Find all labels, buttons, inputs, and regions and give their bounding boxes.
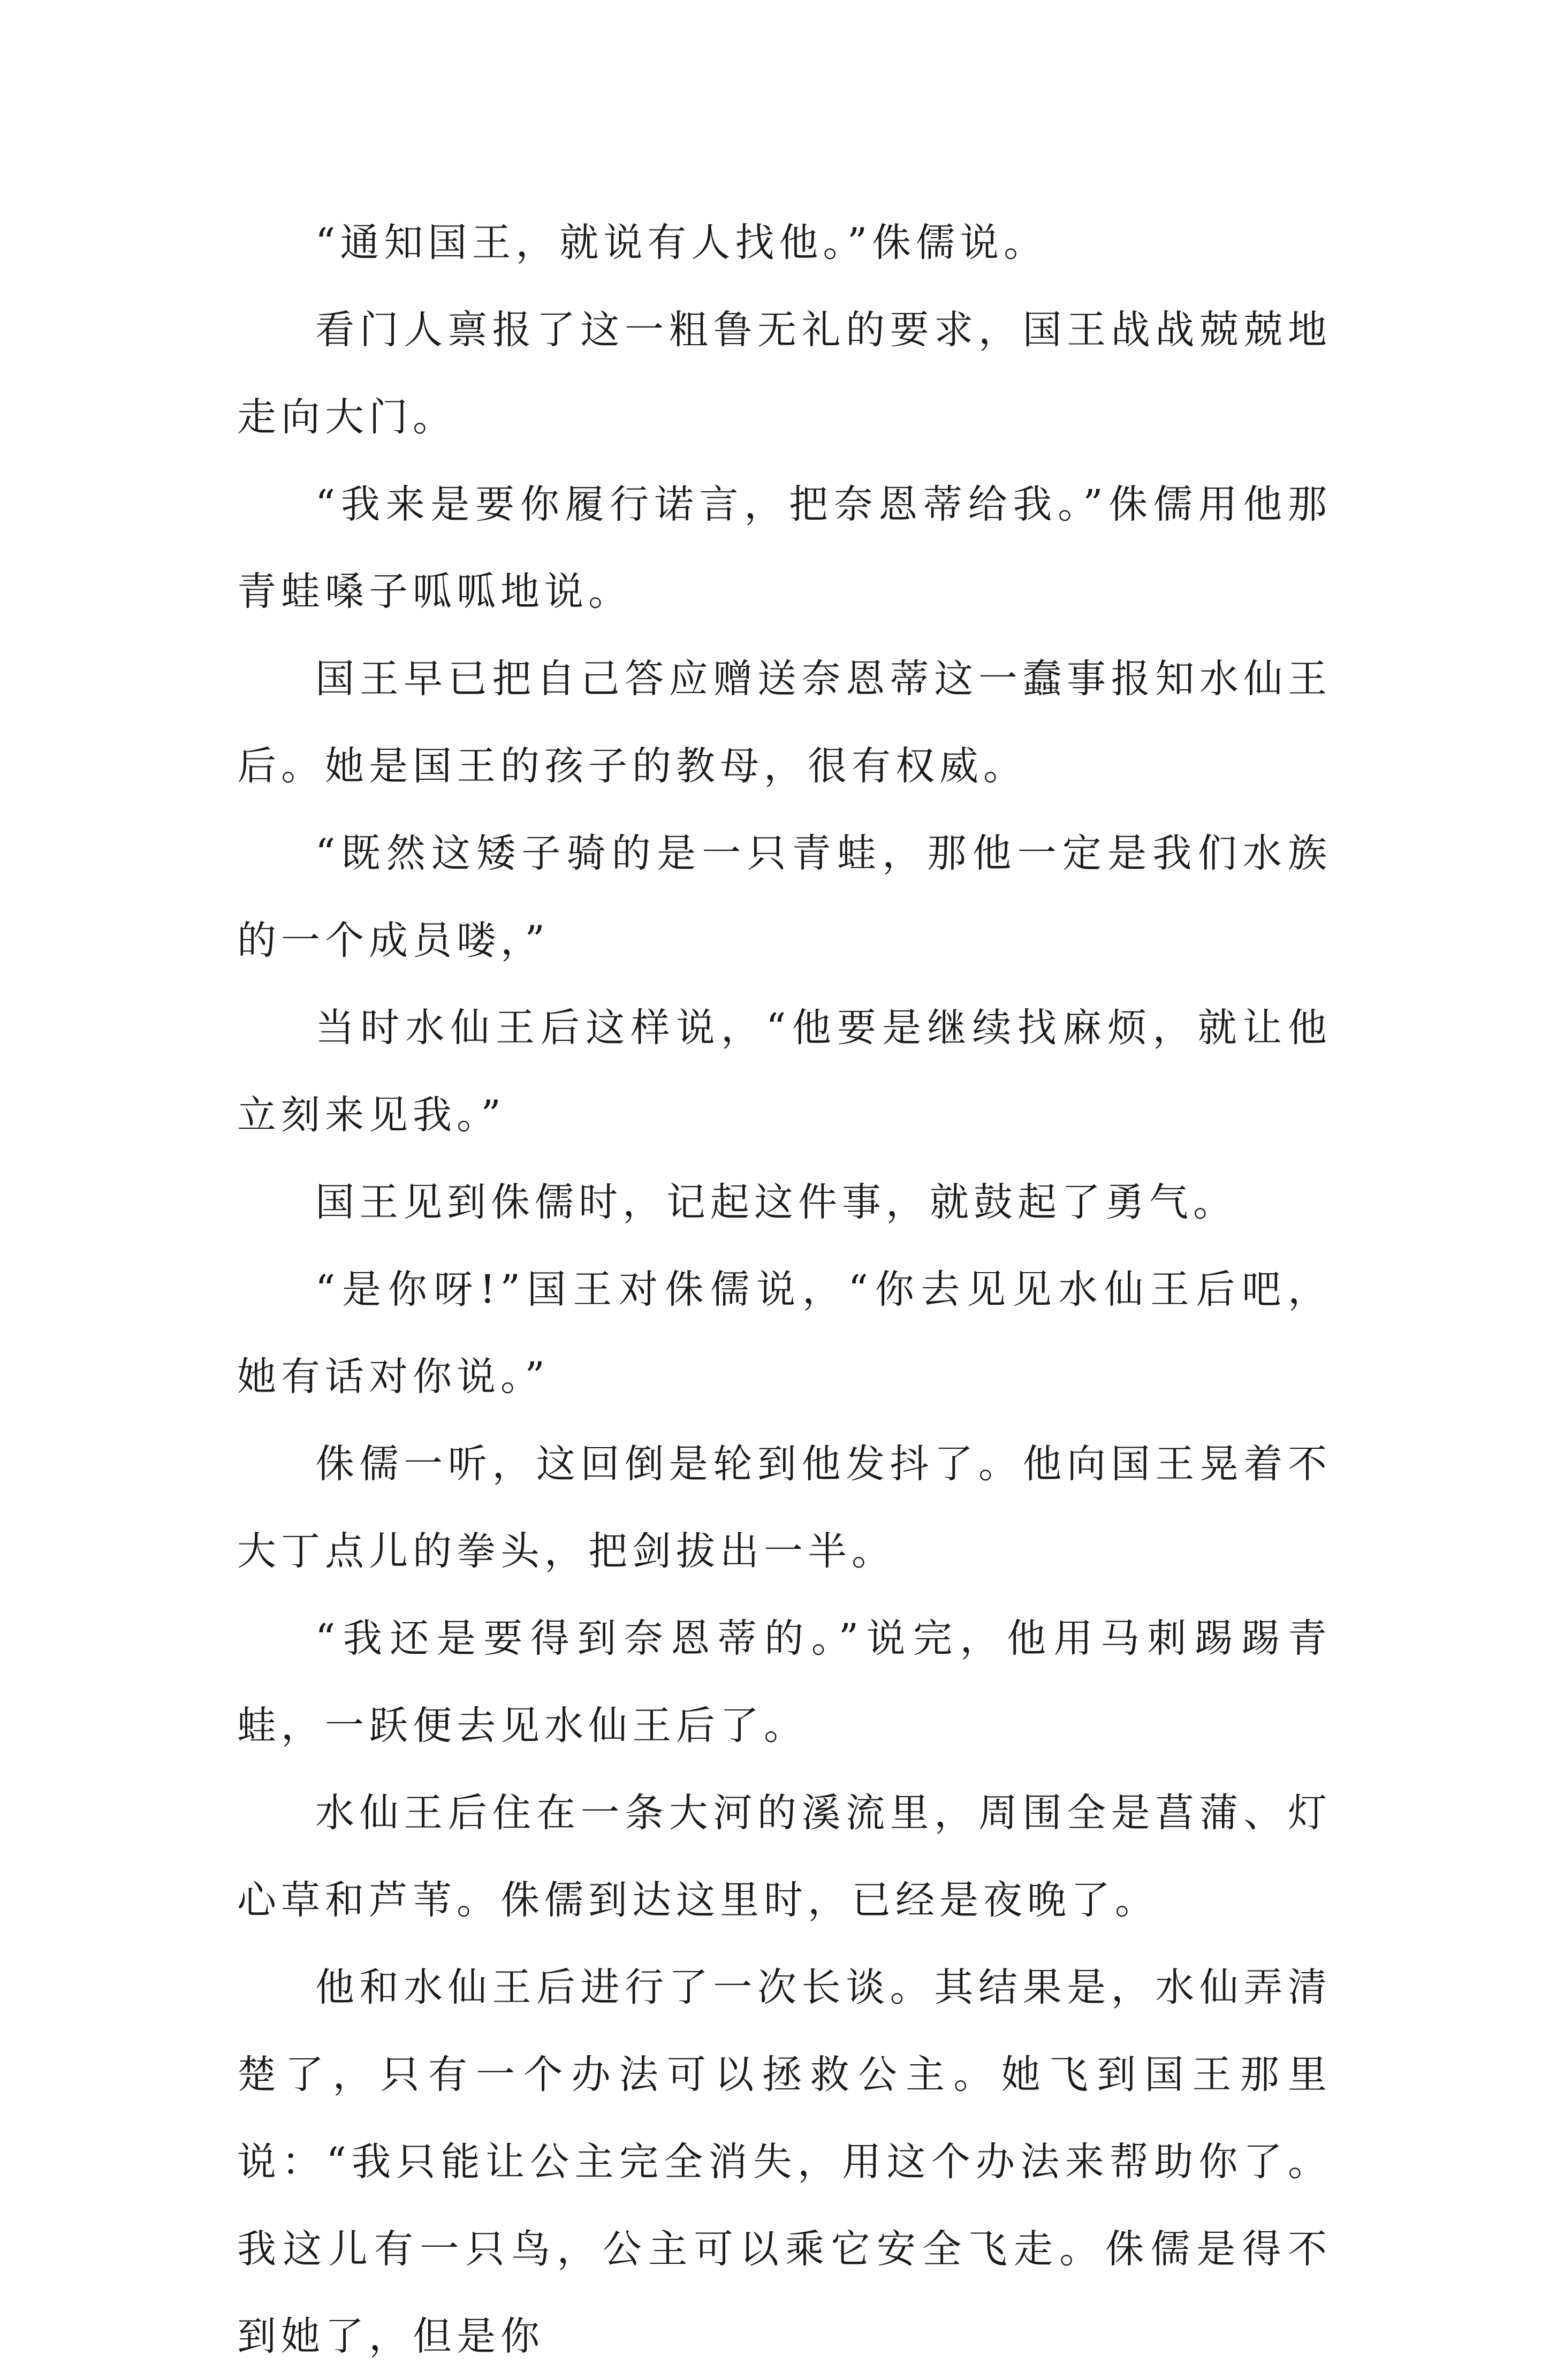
paragraph: “通知国王，就说有人找他。”侏儒说。 (315, 220, 1048, 265)
paragraph: 侏儒一听，这回倒是轮到他发抖了。他向国王晃着不大丁点儿的拳头，把剑拔出一半。 (237, 1441, 1332, 1574)
paragraph: “我还是要得到奈恩蒂的。”说完，他用马刺踢踢青蛙，一跃便去见水仙王后了。 (237, 1616, 1332, 1748)
paragraph: 看门人禀报了这一粗鲁无礼的要求，国王战战兢兢地走向大门。 (237, 307, 1332, 440)
story-text (237, 199, 1332, 2380)
paragraph: “是你呀!”国王对侏儒说，“你去见见水仙王后吧，她有话对你说。” (237, 1267, 1332, 1400)
paragraph: 水仙王后住在一条大河的溪流里，周围全是菖蒲、灯心草和芦苇。侏儒到达这里时，已经是夜晚了。 (237, 1790, 1332, 1923)
paragraph: 国王早已把自己答应赠送奈恩蒂这一蠢事报知水仙王后。她是国王的孩子的教母，很有权威。 (237, 656, 1332, 789)
paragraph: 他和水仙王后进行了一次长谈。其结果是，水仙弄清楚了，只有一个办法可以拯救公主。她飞到国王那里说：“我只能让公主完全消失，用这个办法来帮助你了。我这儿有一只鸟，公主可以乘它安全飞走。侏儒是得不到她了，但是你 (237, 1965, 1332, 2359)
paragraph: “既然这矮子骑的是一只青蛙，那他一定是我们水族的一个成员喽，” (237, 831, 1332, 963)
paragraph: “我来是要你履行诺言，把奈恩蒂给我。”侏儒用他那青蛙嗓子呱呱地说。 (237, 482, 1332, 614)
paragraph: 当时水仙王后这样说，“他要是继续找麻烦，就让他立刻来见我。” (237, 1005, 1332, 1138)
paragraph: 国王见到侏儒时，记起这件事，就鼓起了勇气。 (315, 1180, 1237, 1225)
